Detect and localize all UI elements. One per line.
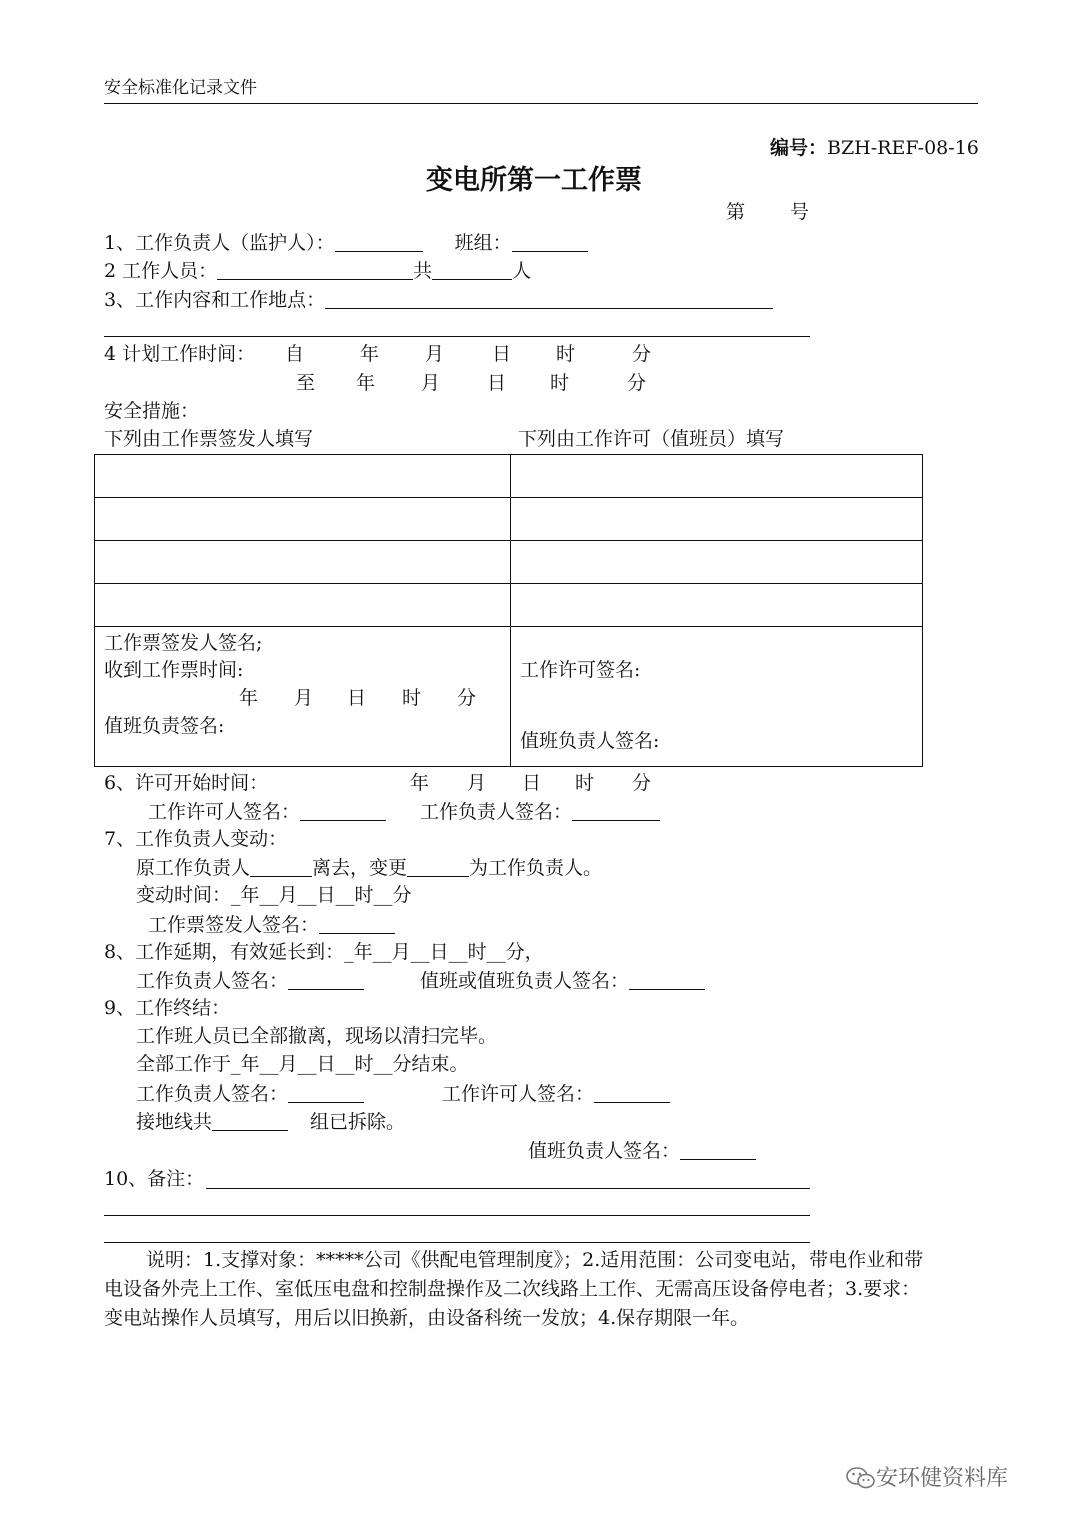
remarks-field-line2[interactable] [104,1215,810,1216]
plan-from-year: 年 [360,343,380,365]
ground-pre-label: 接地线共 [136,1111,213,1133]
table-row [95,498,923,541]
plan-to-year: 年 [356,372,376,394]
orig-leader-field[interactable] [250,858,312,877]
doc-header: 安全标准化记录文件 [104,78,257,98]
term-permit-sign-field[interactable] [594,1084,670,1103]
term-duty-sign [528,1141,756,1161]
permit-start-label: 6、许可开始时间： [104,772,269,794]
term-duty-sign-field[interactable] [680,1141,756,1160]
permit-cell[interactable] [511,498,923,541]
ext-leader-sign-field[interactable] [288,971,364,990]
issuer-cell[interactable] [95,541,511,584]
doc-number-label: 编号： [770,137,828,159]
plan-from-day: 日 [492,343,512,365]
termination-line2: 全部工作于_年__月__日__时__分结束。 [136,1053,469,1075]
permit-start-day: 日 [522,772,542,794]
page-title: 变电所第一工作票 [426,165,642,196]
change-issuer-sign [148,915,395,935]
receive-minute: 分 [457,687,477,709]
permit-sign-label: 工作许可签名: [520,659,641,681]
table-row [95,455,923,498]
issuer-fill-header: 下列由工作票签发人填写 [104,428,314,450]
explanation-note: 说明：1.支撑对象：*****公司《供配电管理制度》；2.适用范围：公司变电站，带电作业和带电设备外壳上工作、室低压电盘和控制盘操作及二次线路上工作、无需高压设备停电者；3.要求：变电站操作人员填写，用后以旧换新，由设备科统一发放；4.保存期限一年。 [104,1249,924,1329]
section-3 [104,290,773,310]
permit-cell[interactable] [511,455,923,498]
extension-label: 8、工作延期，有效延长到：_年__月__日__时__分， [104,941,544,963]
change-time: 变动时间：_年__月__日__时__分 [136,884,412,906]
header-rule [104,103,978,104]
workers-label: 2 工作人员： [104,260,218,282]
ext-duty-sign-label: 值班或值班负责人签名： [420,970,630,992]
receive-year: 年 [239,687,259,709]
term-duty-sign-label: 值班负责人签名： [528,1140,681,1162]
permit-fill-header: 下列由工作许可（值班员）填写 [518,428,785,450]
duty-sign-left-label: 值班负责签名: [104,715,225,737]
termination-label: 9、工作终结： [104,997,231,1019]
leave-label: 离去，变更 [312,857,408,879]
receive-month: 月 [294,687,314,709]
section-6-signatures [148,802,660,822]
total-field[interactable] [432,261,512,280]
termination-line1: 工作班人员已全部撤离，现场以清扫完毕。 [136,1025,498,1047]
ext-leader-sign-label: 工作负责人签名： [136,970,289,992]
plan-to-hour: 时 [550,372,570,394]
plan-to-day: 日 [487,372,507,394]
permit-cell[interactable] [511,584,923,627]
safety-measures-table [94,454,923,767]
signature-row [95,627,923,767]
change-issuer-sign-field[interactable] [319,915,395,934]
change-issuer-sign-label: 工作票签发人签名： [148,914,320,936]
doc-number-value: BZH-REF-08-16 [827,137,979,159]
permit-start-month: 月 [467,772,487,794]
wechat-icon [846,1467,876,1489]
permit-start-minute: 分 [632,772,652,794]
plan-from-minute: 分 [632,343,652,365]
table-row [95,541,923,584]
ground-post-label: 组已拆除。 [310,1111,406,1133]
leader-change-label: 7、工作负责人变动： [104,828,288,850]
issuer-cell[interactable] [95,584,511,627]
leader-sign-label: 工作负责人签名： [420,801,573,823]
permit-person-sign-label: 工作许可人签名： [148,801,301,823]
remarks-field-line1[interactable] [206,1188,810,1189]
plan-time-label: 4 计划工作时间： [104,343,256,365]
issuer-signature-cell [95,627,511,767]
content-field-line2[interactable] [104,336,810,337]
issuer-cell[interactable] [95,455,511,498]
receive-hour: 时 [402,687,422,709]
section-1 [104,233,588,253]
plan-from-month: 月 [425,343,445,365]
serial-suffix: 号 [790,201,810,223]
extension-signatures [136,971,705,991]
plan-from: 自 [285,343,305,365]
section-2 [104,261,531,281]
issuer-sign-label: 工作票签发人签名; [104,632,263,654]
permit-cell[interactable] [511,541,923,584]
issuer-cell[interactable] [95,498,511,541]
term-leader-sign-label: 工作负责人签名： [136,1083,289,1105]
term-leader-sign-field[interactable] [288,1084,364,1103]
leader-label: 1、工作负责人（监护人）： [104,232,335,254]
serial-prefix: 第 [726,201,746,223]
leader-change-line [136,858,602,878]
permit-start-year: 年 [410,772,430,794]
termination-signatures [136,1084,670,1104]
workers-field[interactable] [217,261,413,280]
watermark-text: 安环健资料库 [876,1466,1009,1491]
table-row [95,584,923,627]
plan-to-month: 月 [421,372,441,394]
permit-person-sign-field[interactable] [300,802,386,821]
doc-number [770,139,979,158]
orig-leader-label: 原工作负责人 [136,857,251,879]
plan-to-minute: 分 [627,372,647,394]
permit-signature-cell [511,627,923,767]
leader-field[interactable] [335,233,423,252]
remarks-field-line3[interactable] [104,1242,810,1243]
leader-sign-field[interactable] [572,802,660,821]
content-field[interactable] [325,290,773,309]
permit-start-hour: 时 [575,772,595,794]
total-label: 共 [413,260,433,282]
receive-day: 日 [347,687,367,709]
ground-wire-line [136,1112,405,1132]
safety-label: 安全措施： [104,400,200,422]
team-field[interactable] [512,233,588,252]
watermark [846,1467,1008,1490]
team-label: 班组： [454,232,512,254]
term-permit-sign-label: 工作许可人签名： [442,1083,595,1105]
plan-from-hour: 时 [556,343,576,365]
receive-time-label: 收到工作票时间: [104,659,244,681]
unit-label: 人 [512,260,532,282]
as-leader-label: 为工作负责人。 [469,857,603,879]
ground-count-field[interactable] [212,1112,288,1131]
content-label: 3、工作内容和工作地点： [104,289,326,311]
remarks-label: 10、备注： [104,1168,205,1190]
ext-duty-sign-field[interactable] [629,971,705,990]
new-leader-field[interactable] [407,858,469,877]
plan-to: 至 [296,372,316,394]
duty-sign-right-label: 值班负责人签名: [520,730,660,752]
